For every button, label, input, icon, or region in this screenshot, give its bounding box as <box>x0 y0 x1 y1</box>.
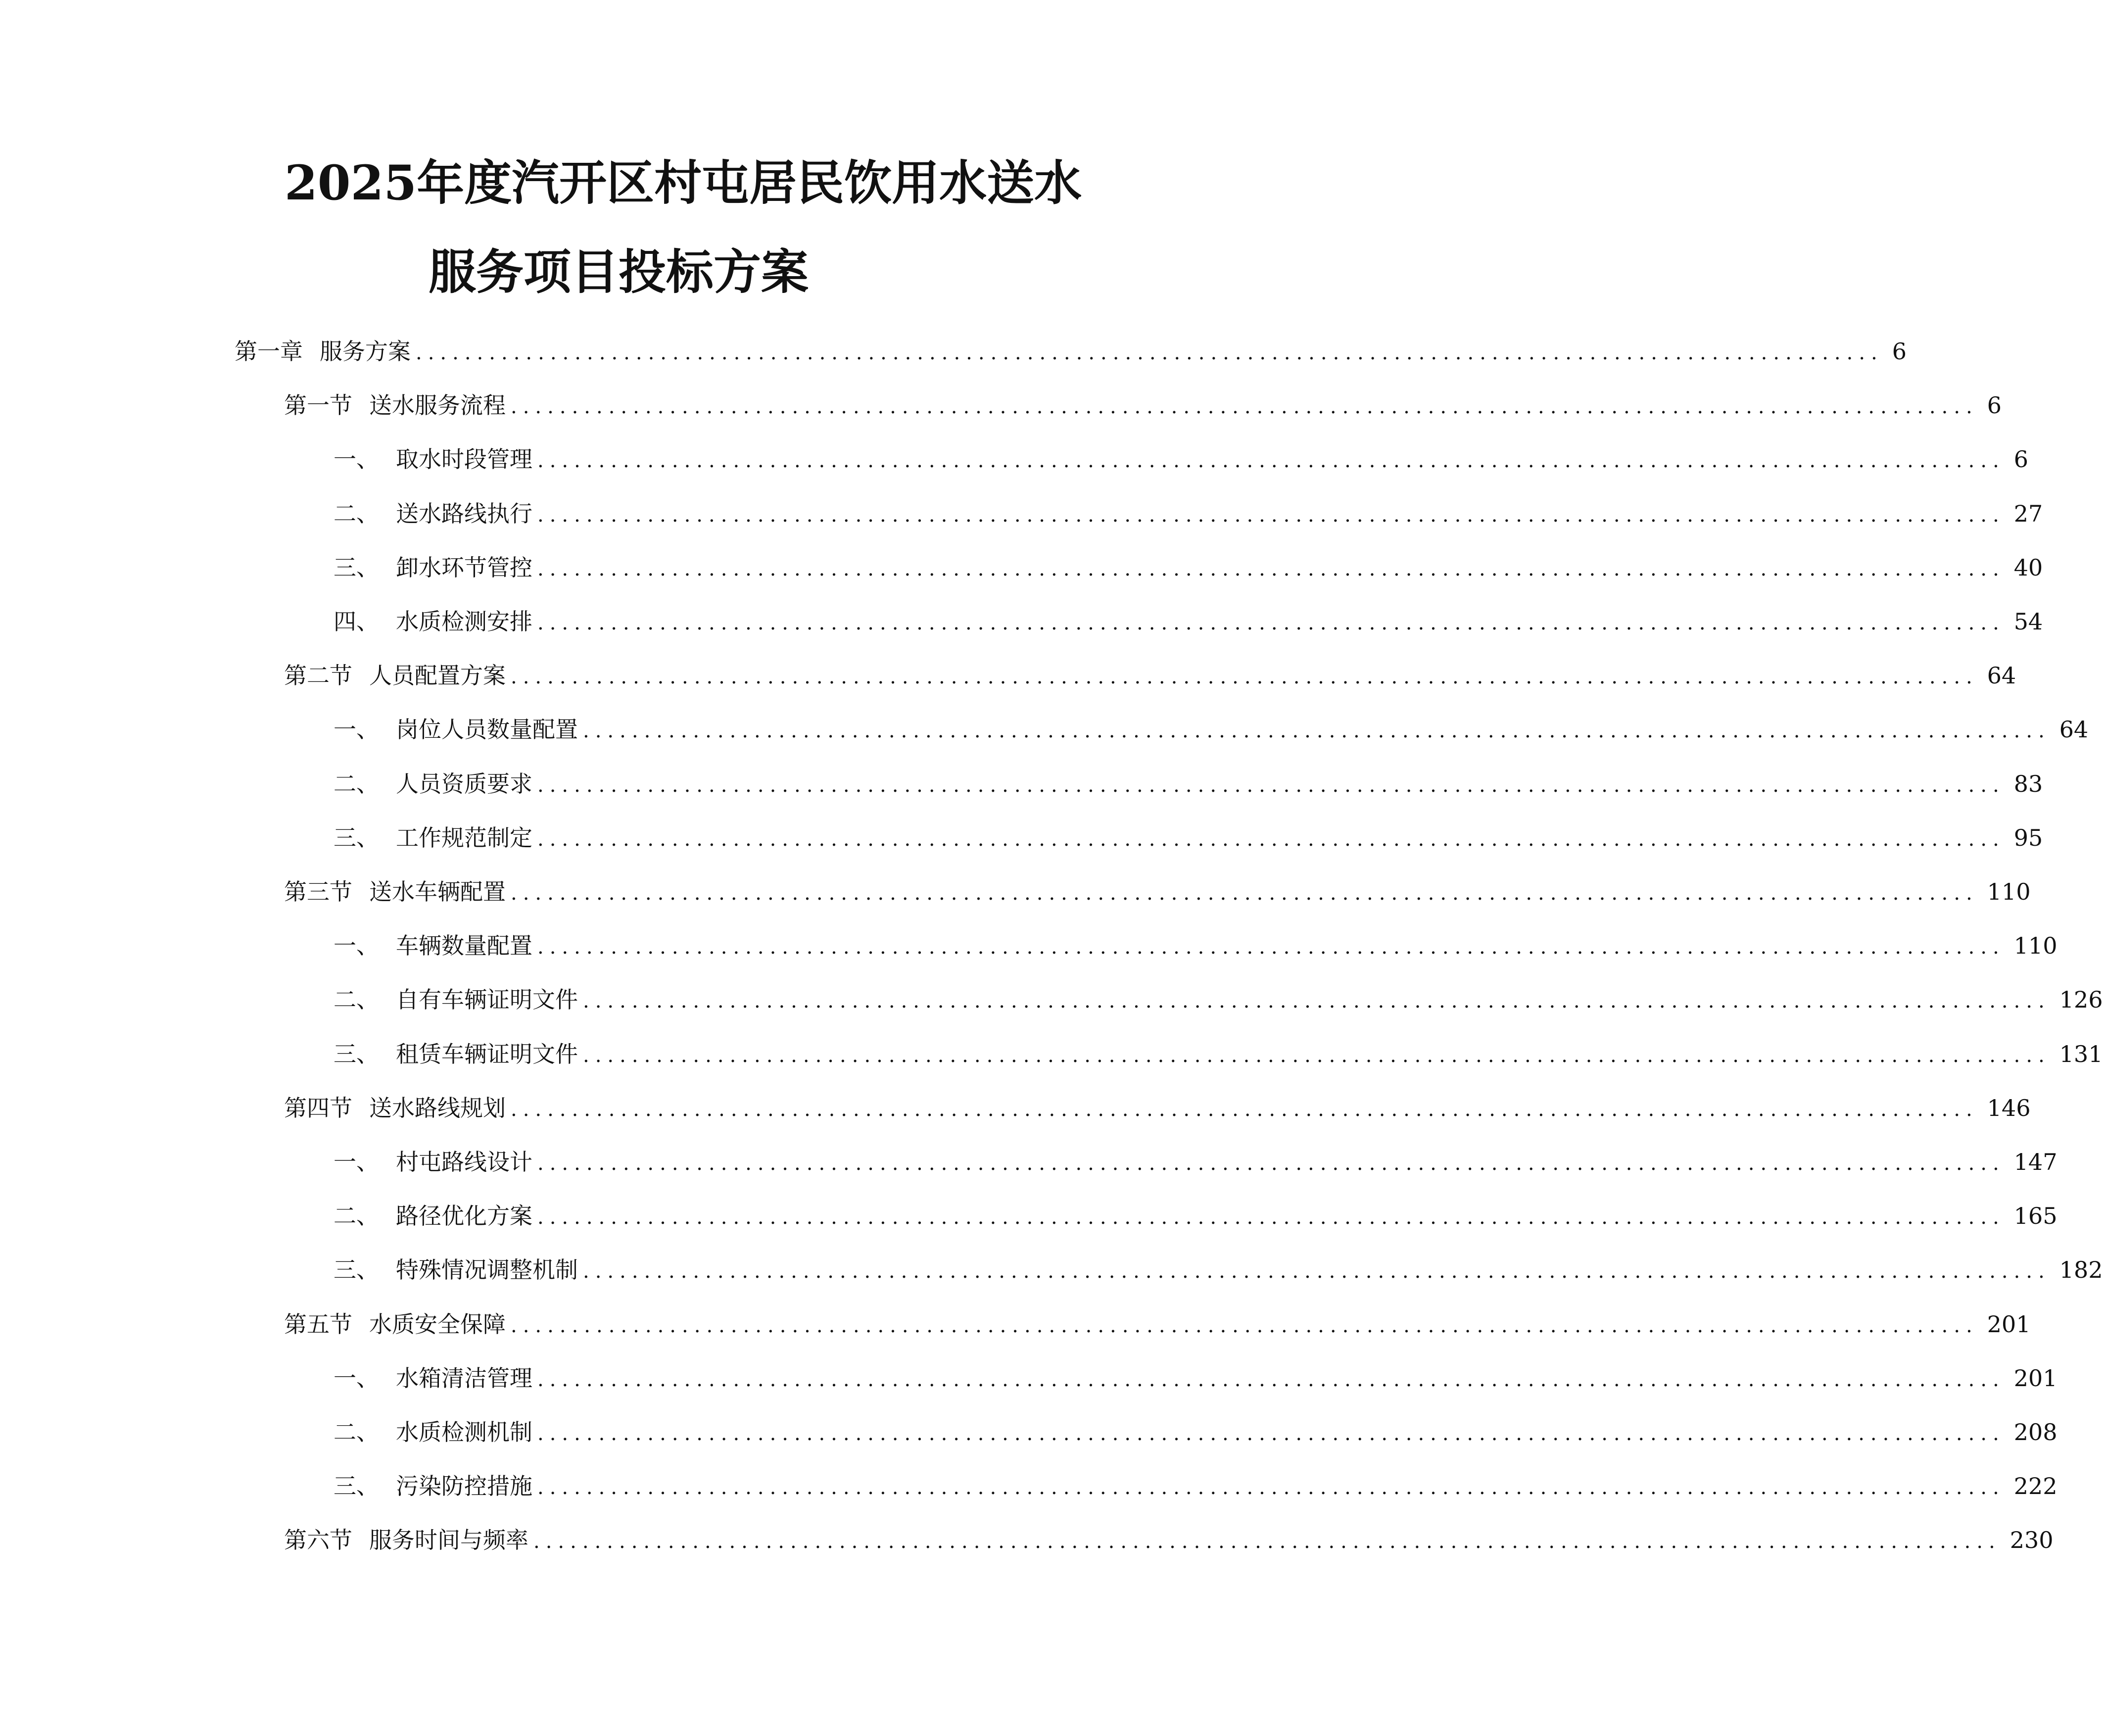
toc-dot-leader: ........................................................................................................................ <box>583 1044 2051 1067</box>
toc-entry[interactable] <box>334 444 2029 476</box>
toc-entry-title: 人员资质要求 <box>396 771 532 797</box>
toc-page-number: 110 <box>2013 932 2057 959</box>
toc-entry-title: 水箱清洁管理 <box>396 1365 532 1392</box>
toc-dot-leader: ........................................................................................................................ <box>537 1476 2005 1499</box>
toc-entry-label <box>334 769 532 799</box>
toc-page-number: 147 <box>2013 1149 2057 1175</box>
toc-entry-number: 一、 <box>334 446 379 473</box>
toc-entry-number: 二、 <box>334 771 379 797</box>
toc-entry-title: 服务时间与频率 <box>369 1527 528 1553</box>
toc-dot-leader: ........................................................................................................................ <box>511 395 1978 418</box>
toc-entry-title: 送水路线执行 <box>396 500 532 527</box>
toc-dot-leader: ........................................................................................................................ <box>537 774 2005 797</box>
toc-entry[interactable] <box>334 931 2057 962</box>
toc-entry[interactable] <box>334 1471 2057 1502</box>
toc-dot-leader: ........................................................................................................................ <box>537 504 2005 527</box>
toc-entry-label <box>334 1255 578 1285</box>
toc-entry-number: 第一节 <box>284 392 352 419</box>
toc-dot-leader: ........................................................................................................................ <box>537 1368 2005 1391</box>
toc-entry-label <box>284 1309 506 1339</box>
toc-entry-number: 一、 <box>334 1149 379 1175</box>
toc-entry-label <box>334 931 532 961</box>
toc-entry-label <box>334 715 578 744</box>
toc-entry-title: 水质检测机制 <box>396 1419 532 1446</box>
toc-dot-leader: ........................................................................................................................ <box>583 1260 2051 1283</box>
toc-entry-number: 二、 <box>334 1203 379 1229</box>
toc-entry-title: 送水车辆配置 <box>369 878 506 905</box>
toc-entry-title: 车辆数量配置 <box>396 932 532 959</box>
toc-entry[interactable] <box>334 1039 2103 1070</box>
toc-page-number: 64 <box>1987 662 2016 689</box>
toc-entry[interactable] <box>334 1255 2103 1286</box>
toc-entry-title: 送水路线规划 <box>369 1095 506 1121</box>
toc-entry-number: 三、 <box>334 554 379 581</box>
toc-page-number: 83 <box>2013 771 2043 797</box>
toc-entry-title: 服务方案 <box>320 338 411 365</box>
toc-entry-number: 三、 <box>334 1041 379 1067</box>
toc-entry-title: 水质检测安排 <box>396 608 532 635</box>
toc-entry-number: 第二节 <box>284 662 352 689</box>
toc-page-number: 126 <box>2059 986 2103 1013</box>
toc-entry[interactable] <box>334 553 2043 584</box>
toc-entry-number: 一、 <box>334 1365 379 1392</box>
toc-page-number: 201 <box>2013 1365 2057 1392</box>
toc-entry[interactable] <box>284 1525 2054 1556</box>
toc-entry[interactable] <box>284 1093 2031 1124</box>
toc-entry-label <box>284 877 506 907</box>
toc-entry-label <box>334 499 532 529</box>
toc-entry[interactable] <box>284 661 2016 692</box>
toc-dot-leader: ........................................................................................................................ <box>511 666 1978 688</box>
toc-entry-label <box>334 1363 532 1393</box>
toc-page-number: 165 <box>2013 1203 2057 1229</box>
toc-entry[interactable] <box>334 715 2089 746</box>
toc-page-number: 6 <box>2013 446 2029 473</box>
toc-entry-title: 岗位人员数量配置 <box>396 716 578 743</box>
toc-page-number: 6 <box>1987 392 2002 419</box>
toc-entry-number: 第五节 <box>284 1311 352 1338</box>
toc-page-number: 208 <box>2013 1419 2057 1446</box>
toc-page-number: 64 <box>2059 716 2089 743</box>
toc-entry-number: 一、 <box>334 716 379 743</box>
toc-entry-label <box>235 337 411 366</box>
toc-entry-label <box>334 985 578 1014</box>
toc-entry-label <box>284 1093 506 1123</box>
toc-entry-label <box>284 390 506 420</box>
toc-entry-label <box>334 607 532 636</box>
toc-dot-leader: ........................................................................................................................ <box>583 720 2051 742</box>
toc-entry-title: 自有车辆证明文件 <box>396 986 578 1013</box>
toc-entry-number: 二、 <box>334 500 379 527</box>
toc-entry-title: 卸水环节管控 <box>396 554 532 581</box>
toc-page-number: 95 <box>2013 824 2043 851</box>
toc-entry[interactable] <box>334 1363 2057 1395</box>
toc-page-number: 110 <box>1987 878 2031 905</box>
toc-entry-title: 水质安全保障 <box>369 1311 506 1338</box>
toc-entry-label <box>334 444 532 474</box>
toc-entry-number: 三、 <box>334 1256 379 1283</box>
toc-entry-label <box>334 1201 532 1231</box>
toc-entry-label <box>334 1417 532 1447</box>
toc-entry-title: 人员配置方案 <box>369 662 506 689</box>
toc-dot-leader: ........................................................................................................................ <box>533 1530 2001 1553</box>
toc-dot-leader: ........................................................................................................................ <box>537 558 2005 580</box>
toc-dot-leader: ........................................................................................................................ <box>416 341 1883 364</box>
toc-entry[interactable] <box>284 1309 2031 1341</box>
toc-entry-title: 取水时段管理 <box>396 446 532 473</box>
document-title-line-2: 服务项目投标方案 <box>429 244 809 300</box>
toc-entry-title: 路径优化方案 <box>396 1203 532 1229</box>
toc-page-number: 201 <box>1987 1311 2031 1338</box>
toc-dot-leader: ........................................................................................................................ <box>537 936 2005 959</box>
toc-entry-label <box>334 1471 532 1501</box>
toc-entry-label <box>334 553 532 582</box>
toc-page-number: 146 <box>1987 1095 2031 1121</box>
toc-entry[interactable] <box>235 337 1907 368</box>
toc-entry-title: 污染防控措施 <box>396 1473 532 1499</box>
toc-entry-title: 租赁车辆证明文件 <box>396 1041 578 1067</box>
toc-entry[interactable] <box>334 823 2043 854</box>
toc-entry-number: 第三节 <box>284 878 352 905</box>
document-title-line-1: 2025年度汽开区村屯居民饮用水送水 <box>285 155 1082 211</box>
toc-entry[interactable] <box>284 390 2002 422</box>
toc-page-number: 6 <box>1892 338 1907 365</box>
toc-entry-number: 一、 <box>334 932 379 959</box>
toc-dot-leader: ........................................................................................................................ <box>511 882 1978 905</box>
toc-entry-label <box>334 1039 578 1069</box>
toc-entry-number: 第一章 <box>235 338 303 365</box>
toc-entry-number: 三、 <box>334 1473 379 1499</box>
toc-entry-title: 村屯路线设计 <box>396 1149 532 1175</box>
toc-entry-label <box>334 1147 532 1177</box>
toc-dot-leader: ........................................................................................................................ <box>537 828 2005 851</box>
toc-page-number: 230 <box>2009 1527 2054 1553</box>
toc-entry[interactable] <box>334 985 2103 1016</box>
toc-entry-number: 第六节 <box>284 1527 352 1553</box>
toc-entry[interactable] <box>334 769 2043 800</box>
toc-page-number: 27 <box>2013 500 2043 527</box>
toc-entry[interactable] <box>334 1201 2057 1232</box>
toc-dot-leader: ........................................................................................................................ <box>537 1422 2005 1445</box>
toc-entry[interactable] <box>334 1417 2057 1448</box>
toc-dot-leader: ........................................................................................................................ <box>537 1152 2005 1175</box>
toc-entry[interactable] <box>334 607 2043 638</box>
toc-entry-number: 三、 <box>334 824 379 851</box>
toc-dot-leader: ........................................................................................................................ <box>537 449 2005 472</box>
toc-dot-leader: ........................................................................................................................ <box>511 1098 1978 1121</box>
toc-entry-title: 工作规范制定 <box>396 824 532 851</box>
toc-page-number: 54 <box>2013 608 2043 635</box>
toc-page-number: 40 <box>2013 554 2043 581</box>
toc-entry-number: 第四节 <box>284 1095 352 1121</box>
toc-dot-leader: ........................................................................................................................ <box>537 1206 2005 1229</box>
toc-entry[interactable] <box>334 499 2043 530</box>
toc-entry-number: 二、 <box>334 986 379 1013</box>
toc-entry-title: 特殊情况调整机制 <box>396 1256 578 1283</box>
toc-entry-label <box>284 1525 528 1555</box>
toc-page-number: 222 <box>2013 1473 2057 1499</box>
toc-entry-label <box>284 661 506 690</box>
toc-page-number: 182 <box>2059 1256 2103 1283</box>
toc-entry-number: 四、 <box>334 608 379 635</box>
toc-dot-leader: ........................................................................................................................ <box>511 1314 1978 1337</box>
toc-entry-number: 二、 <box>334 1419 379 1446</box>
toc-entry[interactable] <box>334 1147 2057 1178</box>
toc-dot-leader: ........................................................................................................................ <box>583 990 2051 1013</box>
toc-entry-title: 送水服务流程 <box>369 392 506 419</box>
toc-page-number: 131 <box>2059 1041 2103 1067</box>
toc-entry[interactable] <box>284 877 2031 908</box>
toc-entry-label <box>334 823 532 853</box>
toc-dot-leader: ........................................................................................................................ <box>537 612 2005 634</box>
